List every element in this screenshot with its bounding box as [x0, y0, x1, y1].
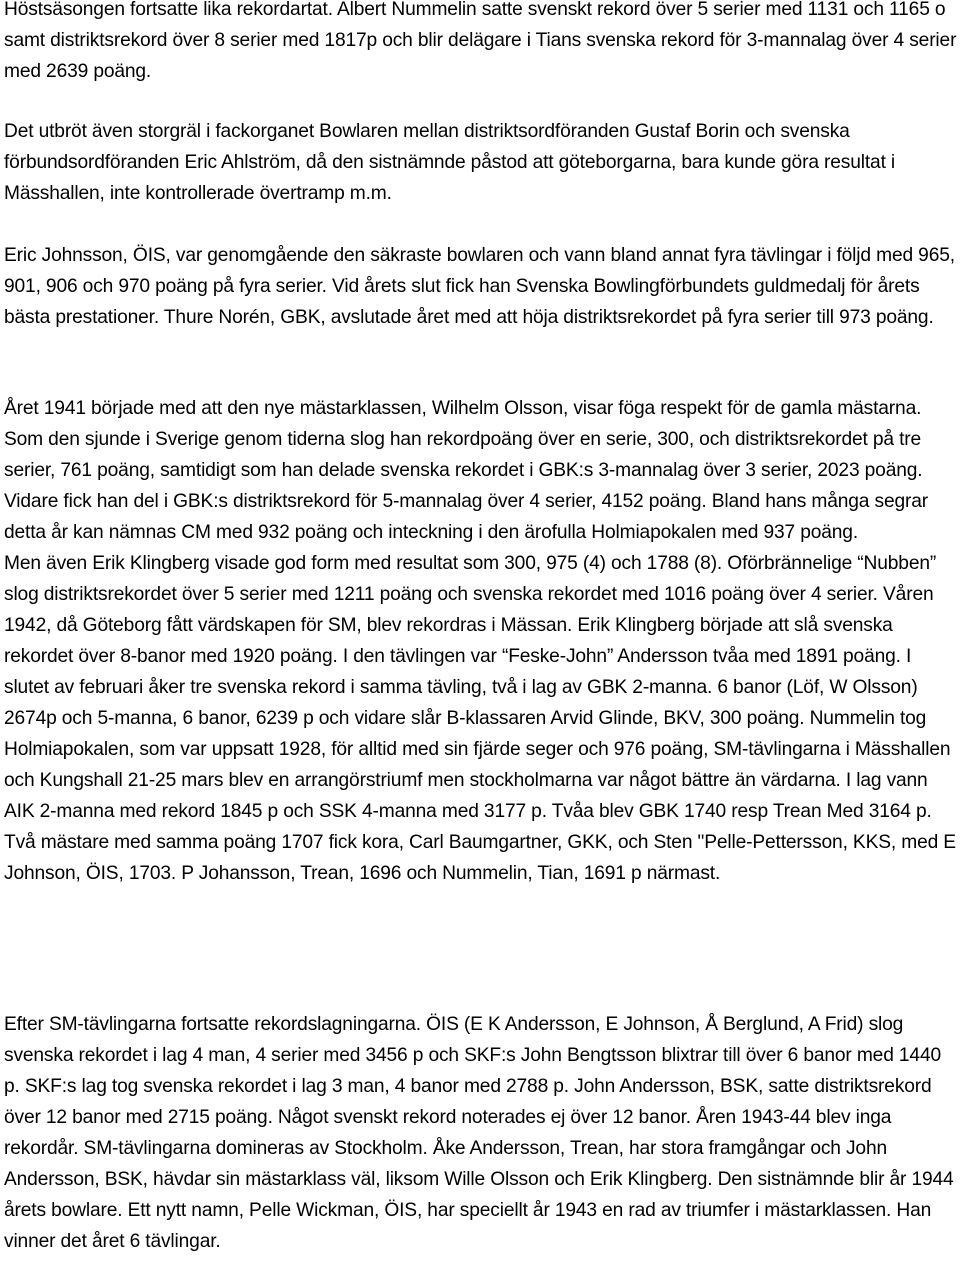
paragraph-5: Efter SM-tävlingarna fortsatte rekordslagningarna. ÖIS (E K Andersson, E Johnson, Å Berglund, A Frid) slog svenska rekordet i lag 4 man, 4 serier med 3456 p och SKF:s John Bengtsson blixtrar till över 6 banor med 1440 p. SKF:s lag tog svenska rekordet i lag 3 man, 4 banor med 2788 p. John Andersson, BSK, satte distriktsrekord över 12 banor med 2715 poäng. Något svenskt rekord noterades ej över 12 banor. Åren 1943-44 blev inga rekordår. SM-tävlingarna domineras av Stockholm. Åke Andersson, Trean, har stora framgångar och John Andersson, BSK, hävdar sin mästarklass väl, liksom Wille Olsson och Erik Klingberg. Den sistnämnde blir år 1944 årets bowlare. Ett nytt namn, Pelle Wickman, ÖIS, har speciellt år 1943 en rad av triumfer i mästarklassen. Han vinner det året 6 tävlingar. [4, 1014, 954, 1252]
paragraph-1: Höstsäsongen fortsatte lika rekordartat. Albert Nummelin satte svenskt rekord över 5 serier med 1131 och 1165 o samt distriktsrekord över 8 serier med 1817p och blir delägare i Tians svenska rekord för 3-mannalag över 4 serier med 2639 poäng. [4, 0, 957, 82]
paragraph-4: Året 1941 började med att den nye mästarklassen, Wilhelm Olsson, visar föga respekt för de gamla mästarna. Som den sjunde i Sverige genom tiderna slog han rekordpoäng över en serie, 300, och distriktsrekordet på tre serier, 761 poäng, samtidigt som han delade svenska rekordet i GBK:s 3-mannalag över 3 serier, 2023 poäng. Vidare fick han del i GBK:s distriktsrekord för 5-mannalag över 4 serier, 4152 poäng. Bland hans många segrar detta år kan nämnas CM med 932 poäng och inteckning i den ärofulla Holmiapokalen med 937 poäng. Men även Erik Klingberg visade god form med resultat som 300, 975 (4) och 1788 (8). Oförbrännelige “Nubben” slog distriktsrekordet över 5 serier med 1211 poäng och svenska rekordet med 1016 poäng över 4 serier. Våren 1942, då Göteborg fått värdskapen för SM, blev rekordras i Mässan. Erik Klingberg började att slå svenska rekordet över 8-banor med 1920 poäng. I den tävlingen var “Feske-John” Andersson tvåa med 1891 poäng. I slutet av februari åker tre svenska rekord i samma tävling, två i lag av GBK 2-manna. 6 banor (Löf, W Olsson) 2674p och 5-manna, 6 banor, 6239 p och vidare slår B-klassaren Arvid Glinde, BKV, 300 poäng. Nummelin tog Holmiapokalen, som var uppsatt 1928, för alltid med sin fjärde seger och 976 poäng, SM-tävlingarna i Mässhallen och Kungshall 21-25 mars blev en arrangörstriumf men stockholmarna var något bättre än värdarna. I lag vann AIK 2-manna med rekord 1845 p och SSK 4-manna med 3177 p. Tvåa blev GBK 1740 resp Trean Med 3164 p. Två mästare med samma poäng 1707 fick kora, Carl Baumgartner, GKK, och Sten "Pelle-Pettersson, KKS, med E Johnson, ÖIS, 1703. P Johansson, Trean, 1696 och Nummelin, Tian, 1691 p närmast. [4, 398, 956, 884]
paragraph-2: Det utbröt även storgräl i fackorganet Bowlaren mellan distriktsordföranden Gustaf Borin och svenska förbundsordföranden Eric Ahlström, då den sistnämnde påstod att göteborgarna, bara kunde göra resultat i Mässhallen, inte kontrollerade övertramp m.m. [4, 121, 896, 204]
paragraph-3: Eric Johnsson, ÖIS, var genomgående den säkraste bowlaren och vann bland annat fyra tävlingar i följd med 965, 901, 906 och 970 poäng på fyra serier. Vid årets slut fick han Svenska Bowlingförbundets guldmedalj för årets bästa prestationer. Thure Norén, GBK, avslutade året med att höja distriktsrekordet på fyra serier till 973 poäng. [4, 245, 955, 328]
